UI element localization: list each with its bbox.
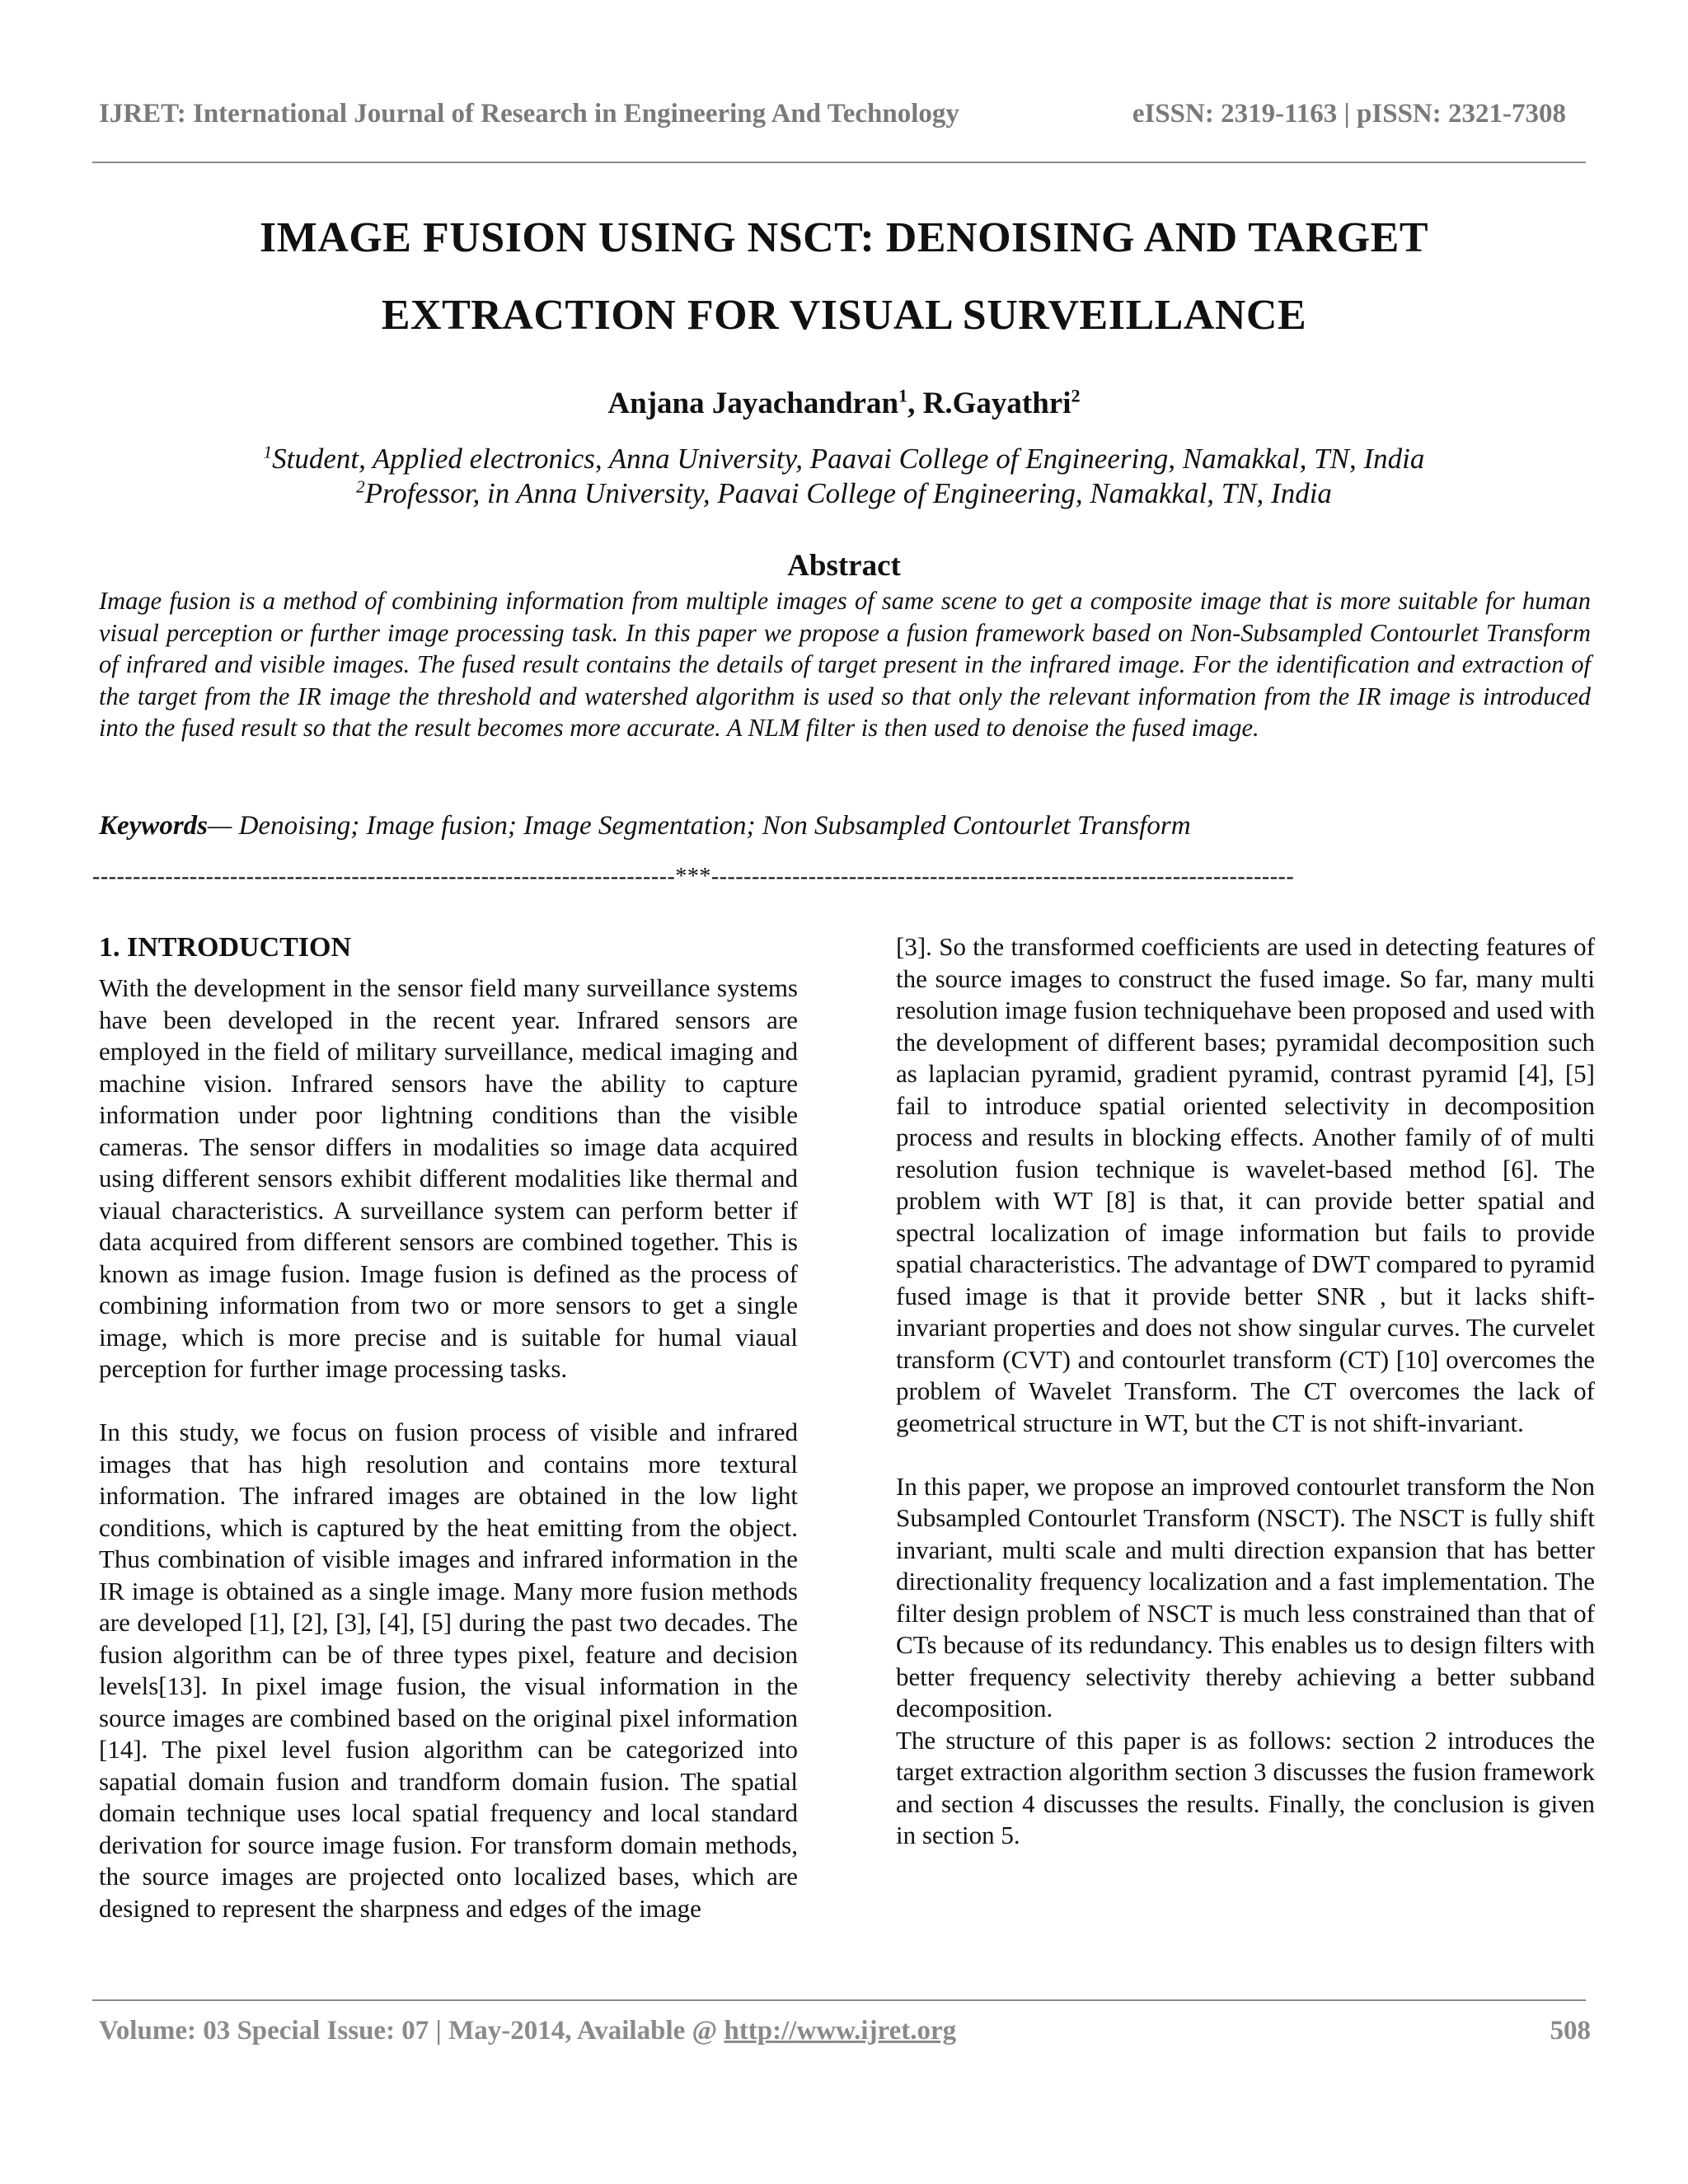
section-separator: ------------------------------------------------------------------------***------------------------------------------------------------------------ — [92, 864, 1295, 889]
abstract-heading: Abstract — [787, 549, 901, 583]
paragraph: The structure of this paper is as follows: section 2 introduces the target extraction algorithm section 3 discusses the fusion framework and section 4 discusses the results. Finally, the conclusion is given in section 5. — [896, 1725, 1595, 1849]
author-separator: , — [907, 387, 923, 420]
paragraph: In this paper, we propose an improved contourlet transform the Non Subsampled Contourlet Transform (NSCT). The NSCT is fully shift invariant, multi scale and multi direction expansion that has better directionality frequency localization and a fast implementation. The filter design problem of NSCT is much less constrained than that of CTs because of its redundancy. This enables us to design filters with better frequency selectivity thereby achieving a better subband decomposition. — [896, 1471, 1595, 1722]
paragraph: [3]. So the transformed coefficients are used in detecting features of the source images to construct the fused image. So far, many multi resolution image fusion techniquehave been proposed and used with the development of different bases; pyramidal decomposition such as laplacian pyramid, gradient pyramid, contrast pyramid [4], [5] fail to introduce spatial oriented selectivity in decomposition process and results in blocking effects. Another family of of multi resolution fusion technique is wavelet-based method [6]. The problem with WT [8] is that, it can provide better spatial and spectral localization of image information but fails to provide spatial characteristics. The advantage of DWT compared to pyramid fused image is that it provide better SNR , but it lacks shift-invariant properties and does not show singular curves. The curvelet transform (CVT) and contourlet transform (CT) [10] overcomes the problem of Wavelet Transform. The CT overcomes the lack of geometrical structure in WT, but the CT is not shift-invariant. — [896, 932, 1595, 1437]
author-name: Anjana Jayachandran — [607, 387, 899, 420]
abstract-body: Image fusion is a method of combining information from multiple images of same scene to get a composite image that is more suitable for human visual perception or further image processing task. In this paper we propose a fusion framework based on Non-Subsampled Contourlet Transform of infrared and visible images. The fused result contains the details of target present in the infrared image. For the identification and extraction of the target from the IR image the threshold and watershed algorithm is used so that only the relevant information from the IR image is introduced into the fused result so that the result becomes more accurate. A NLM filter is then used to denoise the fused image. — [99, 587, 1591, 742]
affiliations — [124, 442, 1564, 511]
keywords-label: Keywords — [99, 811, 208, 841]
paragraph: In this study, we focus on fusion process of visible and infrared images that has high resolution and contains more textural information. The infrared images are obtained in the low light conditions, which is captured by the heat emitting from the object. Thus combination of visible images and infrared information in the IR image is obtained as a single image. Many more fusion methods are developed [1], [2], [3], [4], [5] during the past two decades. The fusion algorithm can be of three types pixel, feature and decision levels[13]. In pixel image fusion, the visual information in the source images are combined based on the original pixel information [14]. The pixel level fusion algorithm can be categorized into sapatial domain fusion and trandform domain fusion. The spatial domain technique uses local spatial frequency and local standard derivation for source image fusion. For transform domain methods, the source images are projected onto localized bases, which are designed to represent the sharpness and edges of the image — [99, 1418, 798, 1923]
volume-text: Volume: 03 Special Issue: 07 | May-2014, Available @ — [99, 2016, 724, 2046]
section-heading: 1. INTRODUCTION — [99, 932, 352, 963]
issn-info: eISSN: 2319-1163 | pISSN: 2321-7308 — [1132, 99, 1566, 129]
header-rule — [92, 162, 1586, 163]
paragraph: With the development in the sensor field many surveillance systems have been developed in the recent year. Infrared sensors are employed in the field of military surveillance, medical imaging and machine vision. Infrared sensors have the ability to capture information under poor lightning conditions than the visible cameras. The sensor differs in modalities so image data acquired using different sensors exhibit different modalities like thermal and viaual characteristics. A surveillance system can perform better if data acquired from different sensors are combined together. This is known as image fusion. Image fusion is defined as the process of combining information from two or more sensors to get a single image, which is more precise and is suitable for humal viaual perception for further image processing tasks. — [99, 973, 798, 1383]
page-number: 508 — [1550, 2016, 1591, 2046]
footer-rule — [92, 1999, 1586, 2001]
left-column — [99, 931, 798, 1924]
paper-title — [124, 199, 1564, 354]
right-column — [896, 931, 1595, 1852]
keywords-text: — Denoising; Image fusion; Image Segmentation; Non Subsampled Contourlet Transform — [208, 811, 1191, 841]
journal-name: IJRET: International Journal of Research in Engineering And Technology — [99, 99, 959, 129]
author-superscript: 1 — [898, 385, 908, 406]
affiliation-line — [124, 442, 1564, 476]
running-header — [99, 99, 1566, 135]
affiliation-text: Professor, in Anna University, Paavai College of Engineering, Namakkal, TN, India — [364, 477, 1332, 509]
title-line-1: IMAGE FUSION USING NSCT: DENOISING AND TARGET — [259, 214, 1429, 261]
volume-info — [99, 2016, 956, 2046]
affiliation-line — [124, 476, 1564, 511]
author-name: R.Gayathri — [922, 387, 1071, 420]
author-list — [124, 383, 1564, 424]
author-superscript: 2 — [1071, 385, 1081, 406]
affiliation-superscript: 1 — [263, 442, 273, 462]
affiliation-text: Student, Applied electronics, Anna University, Paavai College of Engineering, Namakkal, TN, India — [272, 443, 1425, 475]
journal-link[interactable]: http://www.ijret.org — [724, 2016, 957, 2046]
running-footer — [99, 2016, 1591, 2057]
title-line-2: EXTRACTION FOR VISUAL SURVEILLANCE — [381, 292, 1307, 339]
keywords — [99, 808, 1591, 844]
affiliation-superscript: 2 — [356, 476, 365, 497]
